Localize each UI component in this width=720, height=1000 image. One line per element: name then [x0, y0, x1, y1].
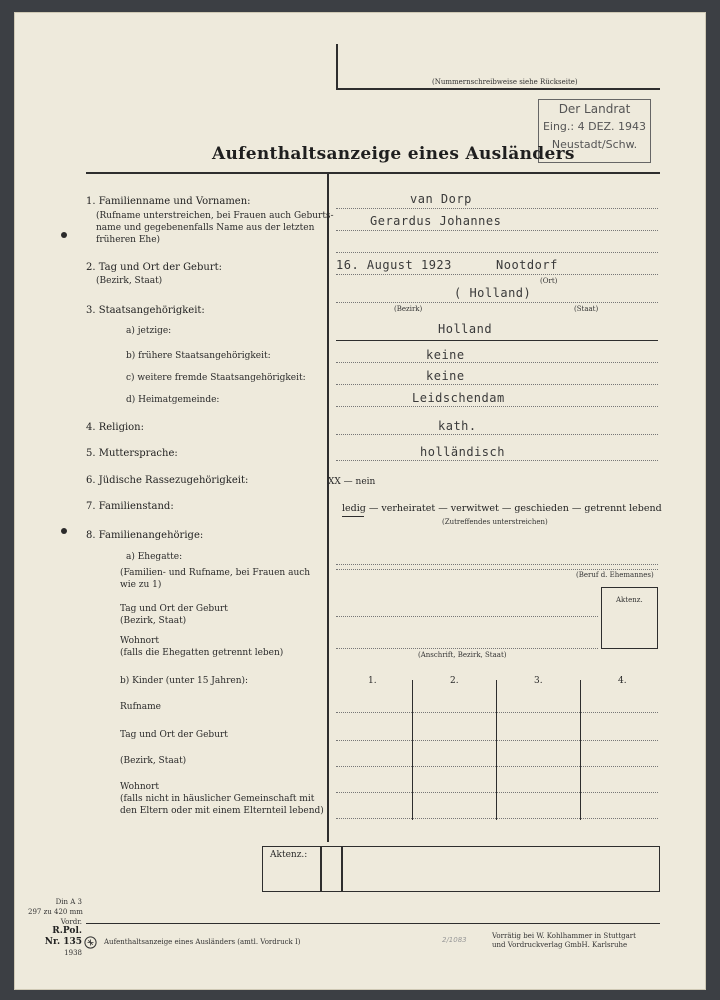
q1-line-2 [336, 230, 658, 231]
child-col-divider [412, 680, 413, 820]
punch-hole-icon [61, 232, 67, 238]
q2-birth-country: ( Holland) [454, 286, 532, 300]
q8-label: 8. Familienangehörige: [86, 530, 204, 541]
q1-note-2: name und gegebenenfalls Name aus der letzten [96, 223, 315, 233]
q3d-line [336, 406, 658, 407]
form-sheet [14, 12, 706, 990]
q2-caption-state: (Staat) [574, 305, 599, 313]
q3a-label: a) jetzige: [126, 326, 172, 336]
child-row-line [336, 818, 658, 819]
q8a-note-2: wie zu 1) [120, 580, 162, 590]
child-col-2: 2. [450, 676, 459, 686]
title-rule [86, 172, 660, 174]
q3-label: 3. Staatsangehörigkeit: [86, 305, 205, 316]
punch-hole-icon [61, 528, 67, 534]
stamp-line-3: Neustadt/Schw. [551, 138, 638, 151]
q3b-line [336, 362, 658, 363]
q3c-line [336, 384, 658, 385]
q7-note: (Zutreffendes unterstreichen) [442, 518, 548, 526]
q8b-home-2: (falls nicht in häuslicher Gemeinschaft mit [120, 794, 315, 804]
q8a-home-1: Wohnort [120, 636, 159, 646]
bottom-box-divider [320, 846, 322, 892]
bottom-aktenz-label: Aktenz.: [270, 850, 308, 860]
form-title: Aufenthaltsanzeige eines Ausländers [212, 144, 575, 164]
q6-value: XX — nein [328, 477, 376, 487]
q4-value: kath. [438, 419, 477, 433]
q3a-value: Holland [438, 322, 493, 336]
q2-birth-date: 16. August 1923 [336, 258, 452, 272]
header-box-bottom [336, 88, 660, 90]
q5-value: holländisch [420, 445, 505, 459]
q8a-line-2 [336, 569, 658, 570]
q8a-label: a) Ehegatte: [126, 552, 183, 562]
q8b-birth-1: Tag und Ort der Geburt [120, 730, 228, 740]
bottom-box-divider [341, 846, 343, 892]
q8b-home-3: den Eltern oder mit einem Elternteil lebend) [120, 806, 324, 816]
q8b-birth-2: (Bezirk, Staat) [120, 756, 187, 766]
q3b-value: keine [426, 348, 465, 362]
stamp-line-1: Der Landrat [558, 102, 631, 116]
footer-ref-6: 1938 [64, 949, 82, 957]
q7-ledig-underline [342, 516, 364, 517]
q7-options: ledig — verheiratet — verwitwet — geschieden — getrennt lebend [342, 503, 662, 514]
child-row-line [336, 712, 658, 713]
q2-caption-place: (Ort) [540, 277, 558, 285]
child-col-4: 4. [618, 676, 627, 686]
q5-label: 5. Muttersprache: [86, 448, 178, 459]
q8a-caption-address: (Anschrift, Bezirk, Staat) [418, 651, 507, 659]
footer-ref-2: 297 zu 420 mm [28, 908, 83, 916]
footer-form-name: Aufenthaltsanzeige eines Ausländers (amtl. Vordruck I) [104, 938, 301, 946]
footer-rule [86, 923, 660, 924]
footer-ref-3: Vordr. [60, 918, 82, 926]
q5-line [336, 460, 658, 461]
q8b-label: b) Kinder (unter 15 Jahren): [120, 676, 249, 686]
q4-label: 4. Religion: [86, 422, 144, 433]
child-col-3: 3. [534, 676, 543, 686]
q3d-value: Leidschendam [412, 391, 505, 405]
q4-line [336, 434, 658, 435]
printer-logo-icon [84, 934, 97, 947]
q3b-label: b) frühere Staatsangehörigkeit: [126, 351, 271, 361]
q2-label: 2. Tag und Ort der Geburt: [86, 262, 222, 273]
q1-given-names: Gerardus Johannes [370, 214, 502, 228]
pencil-note: 2/1083 [442, 936, 467, 944]
q3c-label: c) weitere fremde Staatsangehörigkeit: [126, 373, 306, 383]
q8a-line-1 [336, 564, 658, 565]
q2-caption-district: (Bezirk) [394, 305, 423, 313]
bottom-aktenz-box [262, 846, 660, 892]
q2-line-1 [336, 274, 658, 275]
child-col-divider [580, 680, 581, 820]
q7-label: 7. Familienstand: [86, 501, 174, 512]
q1-surname: van Dorp [410, 192, 472, 206]
q1-line-3 [336, 252, 658, 253]
q1-line-1 [336, 208, 658, 209]
q8a-line-4 [336, 648, 598, 649]
child-col-1: 1. [368, 676, 377, 686]
child-col-divider [496, 680, 497, 820]
q3d-label: d) Heimatgemeinde: [126, 395, 220, 405]
child-row-line [336, 766, 658, 767]
footer-ref-4: R.Pol. [52, 926, 82, 936]
stamp-line-2: Eing.: 4 DEZ. 1943 [542, 120, 647, 133]
q8b-home-1: Wohnort [120, 782, 159, 792]
q1-note-1: (Rufname unterstreichen, bei Frauen auch Geburts- [96, 211, 334, 221]
q2-birth-place: Nootdorf [496, 258, 558, 272]
footer-publisher-1: Vorrätig bei W. Kohlhammer in Stuttgart [492, 932, 636, 940]
q6-label: 6. Jüdische Rassezugehörigkeit: [86, 475, 249, 486]
footer-publisher-2: und Vordruckverlag GmbH. Karlsruhe [492, 941, 628, 949]
q8a-birth-1: Tag und Ort der Geburt [120, 604, 228, 614]
column-divider [327, 172, 329, 842]
q8a-birth-2: (Bezirk, Staat) [120, 616, 187, 626]
footer-ref-1: Din A 3 [55, 898, 82, 906]
header-hint: (Nummernschreibweise siehe Rückseite) [432, 78, 578, 86]
q8a-home-2: (falls die Ehegatten getrennt leben) [120, 648, 284, 658]
q3a-line [336, 340, 658, 341]
child-row-line [336, 740, 658, 741]
q2-line-2 [336, 302, 658, 303]
header-box-left [336, 44, 338, 90]
child-row-line [336, 792, 658, 793]
q8a-note-1: (Familien- und Rufname, bei Frauen auch [120, 568, 311, 578]
q3c-value: keine [426, 369, 465, 383]
aktenz-box-label: Aktenz. [616, 596, 643, 604]
q1-note-3: früheren Ehe) [96, 235, 161, 245]
q1-label: 1. Familienname und Vornamen: [86, 196, 251, 207]
q2-note: (Bezirk, Staat) [96, 276, 163, 286]
q8a-caption-profession: (Beruf d. Ehemannes) [576, 571, 654, 579]
q8a-line-3 [336, 616, 598, 617]
footer-ref-5: Nr. 135 [44, 937, 82, 947]
q8b-first-name: Rufname [120, 702, 161, 712]
